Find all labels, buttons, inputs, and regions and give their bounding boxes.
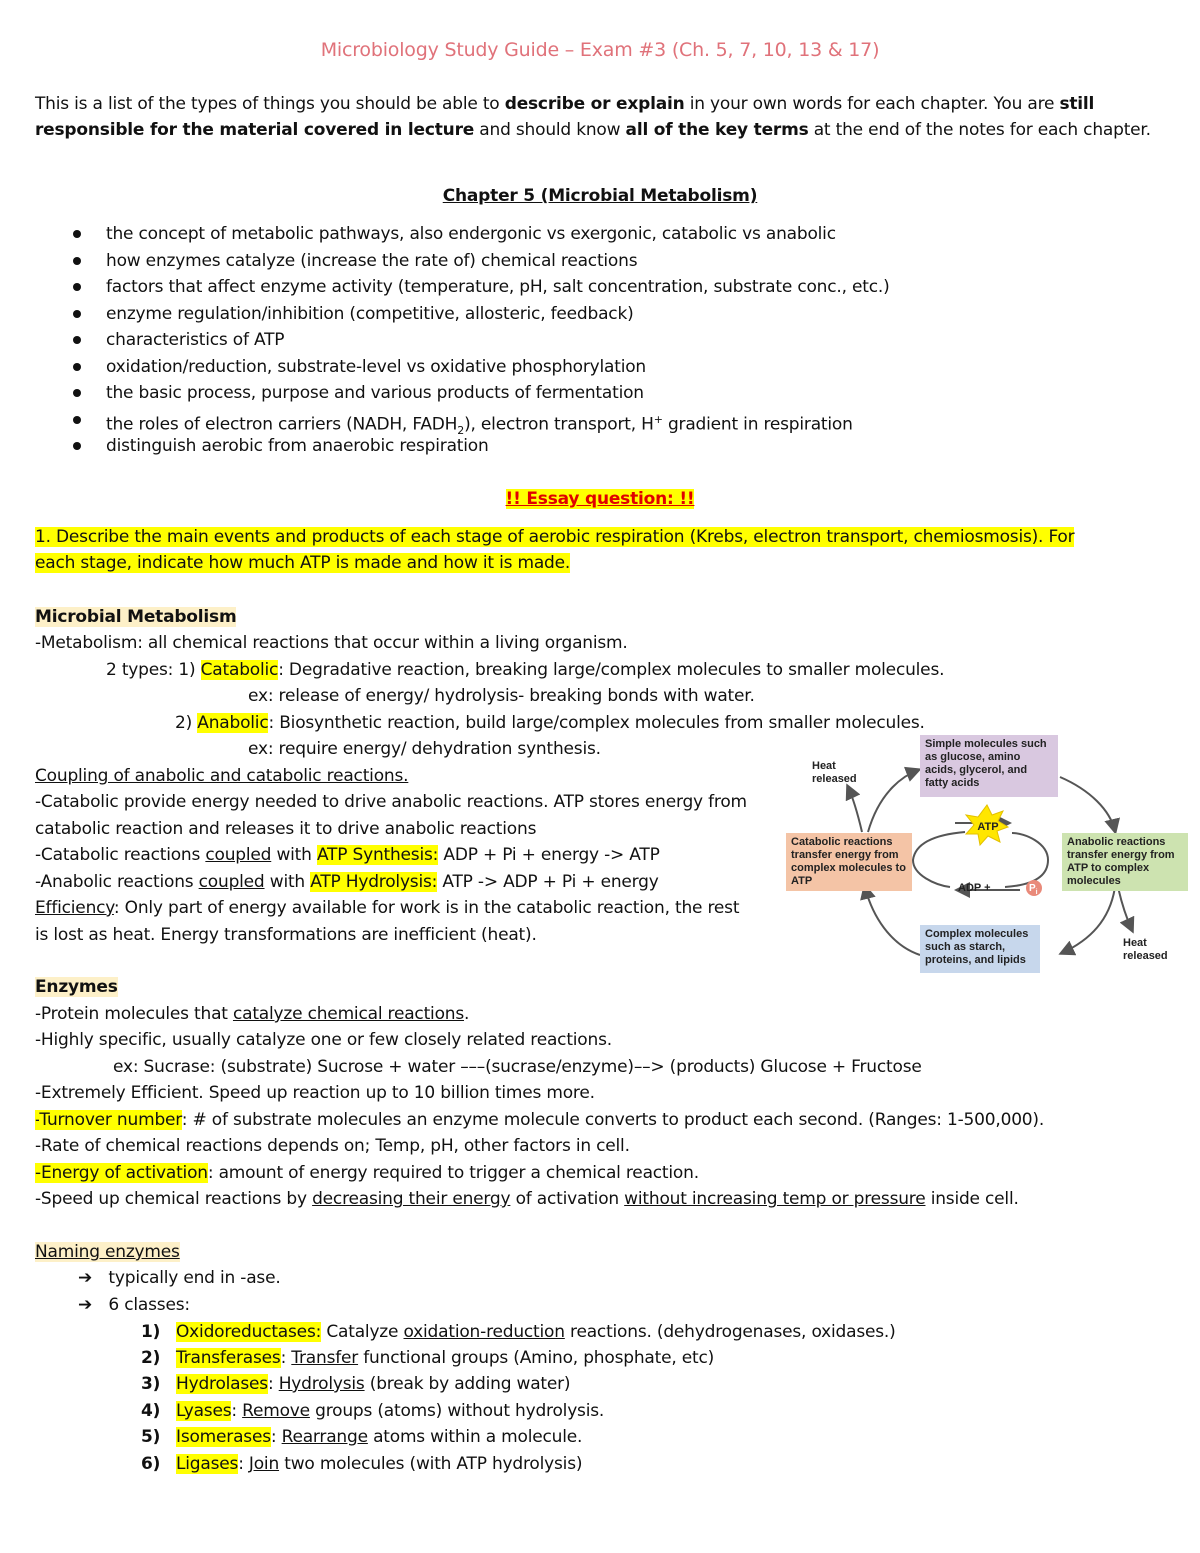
enzyme-class-item: 1) Oxidoreductases: Catalyze oxidation-reduction reactions. (dehydrogenases, oxidases.) xyxy=(141,1322,896,1342)
bullet-dot xyxy=(73,257,81,265)
enzymes-line-8: -Speed up chemical reactions by decreasing their energy of activation without increasing temp or pressure inside cell. xyxy=(35,1189,1019,1209)
arrow-right-icon: ➔ xyxy=(78,1295,93,1315)
bullet-dot xyxy=(73,389,81,397)
catabolic-line: 2 types: 1) Catabolic: Degradative reaction, breaking large/complex molecules to smaller molecules. xyxy=(106,660,945,680)
enzyme-class-item: 4) Lyases: Remove groups (atoms) without hydrolysis. xyxy=(141,1401,605,1421)
catabolic-reactions-box: Catabolic reactions transfer energy from complex molecules to ATP xyxy=(786,833,912,891)
enzymes-line-1: -Protein molecules that catalyze chemical reactions. xyxy=(35,1004,470,1024)
adp-label: ADP + xyxy=(958,882,991,894)
essay-heading: !! Essay question: !! xyxy=(505,489,695,509)
heat-released-label-2: Heat released xyxy=(1123,937,1168,962)
coupling-line-2: catabolic reaction and releases it to drive anabolic reactions xyxy=(35,819,537,839)
bullet-dot xyxy=(73,363,81,371)
coupling-line-1: -Catabolic provide energy needed to drive anabolic reactions. ATP stores energy from xyxy=(35,792,747,812)
enzymes-line-2: -Highly specific, usually catalyze one or few closely related reactions. xyxy=(35,1030,612,1050)
list-item: factors that affect enzyme activity (temperature, pH, salt concentration, substrate conc., etc.) xyxy=(106,277,890,297)
enzymes-heading: Enzymes xyxy=(35,977,118,997)
list-item: the basic process, purpose and various products of fermentation xyxy=(106,383,644,403)
enzymes-line-6: -Rate of chemical reactions depends on; Temp, pH, other factors in cell. xyxy=(35,1136,630,1156)
anabolic-example: ex: require energy/ dehydration synthesis. xyxy=(248,739,601,759)
coupling-diagram xyxy=(780,735,1190,990)
enzymes-example: ex: Sucrase: (substrate) Sucrose + water –––(sucrase/enzyme)––> (products) Glucose + Fructose xyxy=(113,1057,922,1077)
naming-arrow-item-2: ➔ 6 classes: xyxy=(78,1295,190,1315)
document-title: Microbiology Study Guide – Exam #3 (Ch. 5, 7, 10, 13 & 17) xyxy=(320,39,880,61)
heat-released-label: Heat released xyxy=(812,760,857,785)
enzyme-class-item: 5) Isomerases: Rearrange atoms within a molecule. xyxy=(141,1427,583,1447)
efficiency-line-2: is lost as heat. Energy transformations are inefficient (heat). xyxy=(35,925,537,945)
bullet-dot xyxy=(73,442,81,450)
bullet-dot xyxy=(73,310,81,318)
enzyme-class-item: 3) Hydrolases: Hydrolysis (break by adding water) xyxy=(141,1374,571,1394)
essay-question-line-2: each stage, indicate how much ATP is made and how it is made. xyxy=(35,553,571,573)
phosphate-icon: $P_i$ xyxy=(1029,883,1038,896)
coupling-heading: Coupling of anabolic and catabolic reactions. xyxy=(35,766,409,786)
list-item: oxidation/reduction, substrate-level vs oxidative phosphorylation xyxy=(106,357,647,377)
activation-energy-line: -Energy of activation: amount of energy required to trigger a chemical reaction. xyxy=(35,1163,699,1183)
list-item: the roles of electron carriers (NADH, $FADH_2$), electron transport, H+ gradient in respiration xyxy=(106,413,853,438)
metabolism-heading: Microbial Metabolism xyxy=(35,607,237,627)
atp-label: ATP xyxy=(977,821,999,833)
intro-line-1: This is a list of the types of things you should be able to describe or explain in your own words for each chapter. You are still xyxy=(35,94,1095,114)
bullet-dot xyxy=(73,283,81,291)
list-item: distinguish aerobic from anaerobic respiration xyxy=(106,436,489,456)
coupling-line-3: -Catabolic reactions coupled with ATP Synthesis: ADP + Pi + energy -> ATP xyxy=(35,845,660,865)
enzyme-class-item: 6) Ligases: Join two molecules (with ATP hydrolysis) xyxy=(141,1454,583,1474)
list-item: characteristics of ATP xyxy=(106,330,285,350)
metabolism-definition: -Metabolism: all chemical reactions that occur within a living organism. xyxy=(35,633,628,653)
chapter-heading: Chapter 5 (Microbial Metabolism) xyxy=(442,186,758,206)
turnover-number-line: -Turnover number: # of substrate molecules an enzyme molecule converts to product each second. (Ranges: 1-500,000). xyxy=(35,1110,1045,1130)
list-item: how enzymes catalyze (increase the rate of) chemical reactions xyxy=(106,251,638,271)
enzyme-class-item: 2) Transferases: Transfer functional groups (Amino, phosphate, etc) xyxy=(141,1348,715,1368)
anabolic-line: 2) Anabolic: Biosynthetic reaction, build large/complex molecules from smaller molecules. xyxy=(175,713,925,733)
arrow-right-icon: ➔ xyxy=(78,1268,93,1288)
complex-molecules-box: Complex molecules such as starch, proteins, and lipids xyxy=(920,925,1040,973)
intro-line-2: responsible for the material covered in lecture and should know all of the key terms at the end of the notes for each chapter. xyxy=(35,120,1151,140)
bullet-dot xyxy=(73,416,81,424)
coupling-line-4: -Anabolic reactions coupled with ATP Hydrolysis: ATP -> ADP + Pi + energy xyxy=(35,872,659,892)
list-item: the concept of metabolic pathways, also endergonic vs exergonic, catabolic vs anabolic xyxy=(106,224,836,244)
naming-heading: Naming enzymes xyxy=(35,1242,180,1262)
list-item: enzyme regulation/inhibition (competitive, allosteric, feedback) xyxy=(106,304,634,324)
efficiency-line-1: Efficiency: Only part of energy available for work is in the catabolic reaction, the rest xyxy=(35,898,740,918)
bullet-dot xyxy=(73,230,81,238)
anabolic-reactions-box: Anabolic reactions transfer energy from ATP to complex molecules xyxy=(1062,833,1188,891)
bullet-dot xyxy=(73,336,81,344)
simple-molecules-box: Simple molecules such as glucose, amino acids, glycerol, and fatty acids xyxy=(920,735,1058,797)
catabolic-example: ex: release of energy/ hydrolysis- breaking bonds with water. xyxy=(248,686,755,706)
enzymes-line-4: -Extremely Efficient. Speed up reaction up to 10 billion times more. xyxy=(35,1083,595,1103)
naming-arrow-item-1: ➔ typically end in -ase. xyxy=(78,1268,281,1288)
essay-question-line-1: 1. Describe the main events and products of each stage of aerobic respiration (Krebs, electron transport, chemiosmosis). For xyxy=(35,527,1075,547)
